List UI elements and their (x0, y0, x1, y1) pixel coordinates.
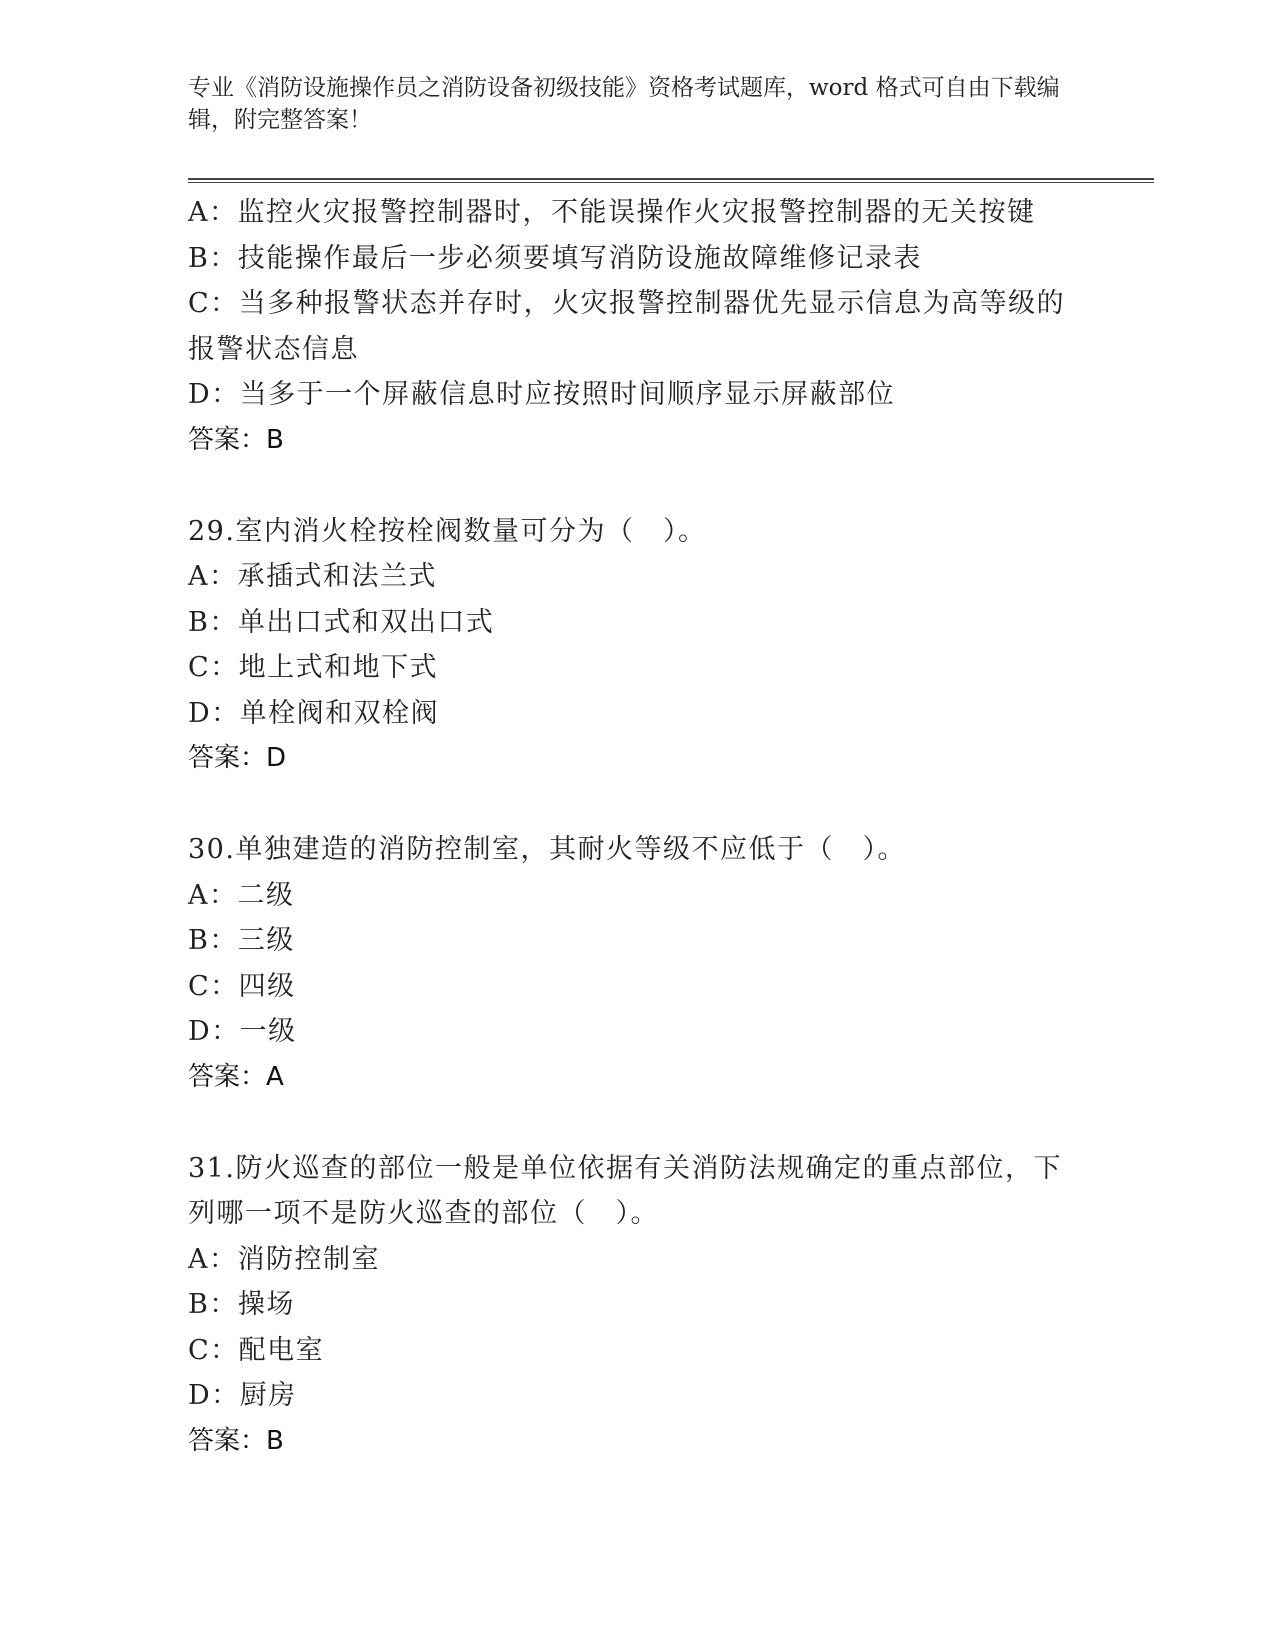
question-29 (188, 509, 1088, 782)
answer-label: 答案：B (188, 1425, 284, 1456)
option-c-continued: 报警状态信息 (188, 333, 359, 365)
option-c: C：四级 (188, 970, 296, 1002)
option-c: C：配电室 (188, 1334, 325, 1366)
option-d: D：单栓阀和双栓阀 (188, 697, 440, 729)
option-a: A：承插式和法兰式 (188, 561, 437, 592)
question-28-continuation (188, 190, 1088, 463)
option-b: B：单出口式和双出口式 (188, 606, 495, 638)
option-a: A：监控火灾报警控制器时，不能误操作火灾报警控制器的无关按键 (188, 197, 1036, 228)
option-d: D：厨房 (188, 1380, 297, 1411)
option-b: B：技能操作最后一步必须要填写消防设施故障维修记录表 (188, 242, 922, 274)
header-divider-thick (188, 178, 1154, 180)
option-b: B：操场 (188, 1289, 295, 1320)
answer-label: 答案：D (188, 743, 287, 773)
option-c: C：当多种报警状态并存时，火灾报警控制器优先显示信息为高等级的 (188, 288, 1066, 319)
question-stem: 29.室内消火栓按栓阀数量可分为（ ）。 (188, 515, 707, 547)
answer-label: 答案：B (188, 424, 284, 455)
header-divider-thin (188, 182, 1154, 183)
question-list (188, 190, 1088, 1464)
question-31 (188, 1146, 1088, 1465)
answer-label: 答案：A (188, 1061, 284, 1092)
question-stem: 30.单独建造的消防控制室，其耐火等级不应低于（ ）。 (188, 834, 906, 865)
question-stem: 31.防火巡查的部位一般是单位依据有关消防法规确定的重点部位，下 (188, 1152, 1062, 1184)
option-a: A：消防控制室 (188, 1243, 380, 1275)
document-header: 专业《消防设施操作员之消防设备初级技能》资格考试题库，word 格式可自由下载编辑，附完整答案！ (188, 75, 1060, 133)
option-b: B：三级 (188, 925, 295, 956)
option-c: C：地上式和地下式 (188, 652, 439, 683)
option-d: D：当多于一个屏蔽信息时应按照时间顺序显示屏蔽部位 (188, 379, 896, 410)
question-stem-continued: 列哪一项不是防火巡查的部位（ ）。 (188, 1198, 659, 1229)
option-d: D：一级 (188, 1016, 297, 1047)
option-a: A：二级 (188, 879, 295, 911)
question-30 (188, 827, 1088, 1100)
